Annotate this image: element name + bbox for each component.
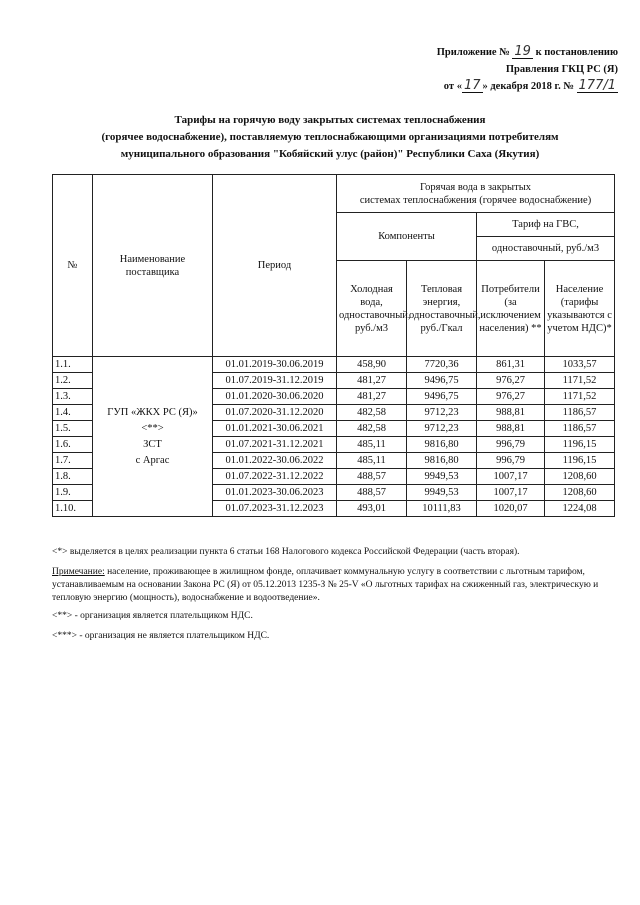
- header-period: Период: [213, 175, 337, 357]
- row-number-cell: 1.10.: [53, 501, 93, 517]
- row-number-cell: 1.7.: [53, 453, 93, 469]
- row-number-cell: 1.3.: [53, 389, 93, 405]
- period-cell: 01.07.2019-31.12.2019: [213, 373, 337, 389]
- consumers-tariff-cell: 988,81: [477, 405, 545, 421]
- table-row: [53, 357, 615, 373]
- consumers-tariff-cell: 996,79: [477, 437, 545, 453]
- heat-energy-cell: 9816,80: [407, 453, 477, 469]
- period-cell: 01.01.2019-30.06.2019: [213, 357, 337, 373]
- population-tariff-cell: 1208,60: [545, 485, 615, 501]
- heat-energy-cell: 9496,75: [407, 373, 477, 389]
- cold-water-cell: 485,11: [337, 437, 407, 453]
- consumers-tariff-cell: 861,31: [477, 357, 545, 373]
- note-remark-label: Примечание:: [52, 567, 105, 577]
- appendix-line-3: [437, 78, 618, 95]
- row-number-cell: 1.4.: [53, 405, 93, 421]
- row-number-cell: 1.8.: [53, 469, 93, 485]
- date-month-year: » декабря 2018 г. №: [482, 81, 577, 92]
- period-cell: 01.07.2023-31.12.2023: [213, 501, 337, 517]
- appendix-line-2: Правления ГКЦ РС (Я): [505, 64, 618, 75]
- row-number-cell: 1.6.: [53, 437, 93, 453]
- consumers-tariff-cell: 1007,17: [477, 485, 545, 501]
- appendix-line-1: [437, 44, 618, 61]
- header-cold-water: Холодная вода, одноставочный, руб./м3: [337, 261, 407, 357]
- consumers-tariff-cell: 976,27: [477, 373, 545, 389]
- heat-energy-cell: 9712,23: [407, 405, 477, 421]
- date-prefix: от «: [443, 81, 462, 92]
- header-supplier: Наименование поставщика: [93, 175, 213, 357]
- population-tariff-cell: 1196,15: [545, 453, 615, 469]
- period-cell: 01.01.2021-30.06.2021: [213, 421, 337, 437]
- note-vat: <*> выделяется в целях реализации пункта 6 статьи 168 Налогового кодекса Российской Федерации (часть вторая).: [52, 547, 520, 557]
- population-tariff-cell: 1186,57: [545, 405, 615, 421]
- row-number-cell: 1.9.: [53, 485, 93, 501]
- supplier-line: ЗСТ: [143, 438, 162, 450]
- cold-water-cell: 481,27: [337, 373, 407, 389]
- population-tariff-cell: 1208,60: [545, 469, 615, 485]
- period-cell: 01.07.2021-31.12.2021: [213, 437, 337, 453]
- header-heat-energy: Тепловая энергия, одноставочный, руб./Гкал: [407, 261, 477, 357]
- supplier-line: с Аргас: [135, 454, 170, 466]
- population-tariff-cell: 1224,08: [545, 501, 615, 517]
- cold-water-cell: 482,58: [337, 421, 407, 437]
- cold-water-cell: 488,57: [337, 469, 407, 485]
- row-number-cell: 1.5.: [53, 421, 93, 437]
- note-vat-payer: <**> - организация является плательщиком НДС.: [52, 611, 253, 621]
- heat-energy-cell: 10111,83: [407, 501, 477, 517]
- note-non-vat-payer: <***> - организация не является плательщиком НДС.: [52, 631, 270, 641]
- cold-water-cell: 482,58: [337, 405, 407, 421]
- population-tariff-cell: 1171,52: [545, 373, 615, 389]
- consumers-tariff-cell: 1007,17: [477, 469, 545, 485]
- document-title: [40, 112, 620, 163]
- header-tariff-line-1: Тариф на ГВС,: [477, 213, 615, 237]
- period-cell: 01.01.2020-30.06.2020: [213, 389, 337, 405]
- heat-energy-cell: 9816,80: [407, 437, 477, 453]
- supplier-cell: [93, 357, 213, 517]
- row-number-cell: 1.1.: [53, 357, 93, 373]
- cold-water-cell: 485,11: [337, 453, 407, 469]
- consumers-tariff-cell: 1020,07: [477, 501, 545, 517]
- header-components: Компоненты: [337, 213, 477, 261]
- heat-energy-cell: 9949,53: [407, 485, 477, 501]
- period-cell: 01.07.2022-31.12.2022: [213, 469, 337, 485]
- appendix-header: [437, 44, 618, 95]
- heat-energy-cell: 9496,75: [407, 389, 477, 405]
- appendix-label: Приложение №: [436, 47, 513, 58]
- header-number: №: [53, 175, 93, 357]
- heat-energy-cell: 9949,53: [407, 469, 477, 485]
- period-cell: 01.01.2022-30.06.2022: [213, 453, 337, 469]
- supplier-line: <**>: [141, 422, 164, 434]
- consumers-tariff-cell: 988,81: [477, 421, 545, 437]
- title-line-3: муниципального образования "Кобяйский улус (район)" Республики Саха (Якутия): [120, 148, 540, 160]
- heat-energy-cell: 7720,36: [407, 357, 477, 373]
- consumers-tariff-cell: 996,79: [477, 453, 545, 469]
- cold-water-cell: 493,01: [337, 501, 407, 517]
- decree-number-handwritten: 177/1: [578, 78, 616, 93]
- population-tariff-cell: 1033,57: [545, 357, 615, 373]
- table-body: [53, 357, 615, 517]
- heat-energy-cell: 9712,23: [407, 421, 477, 437]
- consumers-tariff-cell: 976,27: [477, 389, 545, 405]
- header-hot-water-line-2: системах теплоснабжения (горячее водоснабжение): [359, 194, 592, 206]
- cold-water-cell: 458,90: [337, 357, 407, 373]
- period-cell: 01.07.2020-31.12.2020: [213, 405, 337, 421]
- tariff-table: [52, 174, 615, 517]
- title-line-2: (горячее водоснабжение), поставляемую теплоснабжающими организациями потребителям: [101, 131, 559, 143]
- population-tariff-cell: 1196,15: [545, 437, 615, 453]
- header-hot-water: [337, 175, 615, 213]
- note-remark: [52, 566, 622, 605]
- header-hot-water-line-1: Горячая вода в закрытых: [419, 181, 532, 193]
- header-tariff-line-2: одноставочный, руб./м3: [477, 237, 615, 261]
- population-tariff-cell: 1186,57: [545, 421, 615, 437]
- period-cell: 01.01.2023-30.06.2023: [213, 485, 337, 501]
- header-population: Население (тарифы указываются с учетом НДС)*: [545, 261, 615, 357]
- cold-water-cell: 481,27: [337, 389, 407, 405]
- cold-water-cell: 488,57: [337, 485, 407, 501]
- appendix-number-handwritten: 19: [514, 44, 531, 59]
- title-line-1: Тарифы на горячую воду закрытых системах теплоснабжения: [174, 114, 486, 126]
- population-tariff-cell: 1171,52: [545, 389, 615, 405]
- header-consumers: Потребители (за исключением населения) **: [477, 261, 545, 357]
- appendix-suffix: к постановлению: [532, 47, 618, 58]
- supplier-line: ГУП «ЖКХ РС (Я)»: [107, 406, 198, 418]
- date-day-handwritten: 17: [463, 78, 481, 93]
- row-number-cell: 1.2.: [53, 373, 93, 389]
- note-remark-text: население, проживающее в жилищном фонде, оплачивает коммунальную услугу в соответствии с льготным тарифом, устанавливаемым на основании Закона РС (Я) от 05.12.2013 1235-З № 25-V «О льготных тарифах на сжиженный газ, электрическую и тепловую энергию (мощность), водоснабжение и водоотведение».: [52, 567, 599, 603]
